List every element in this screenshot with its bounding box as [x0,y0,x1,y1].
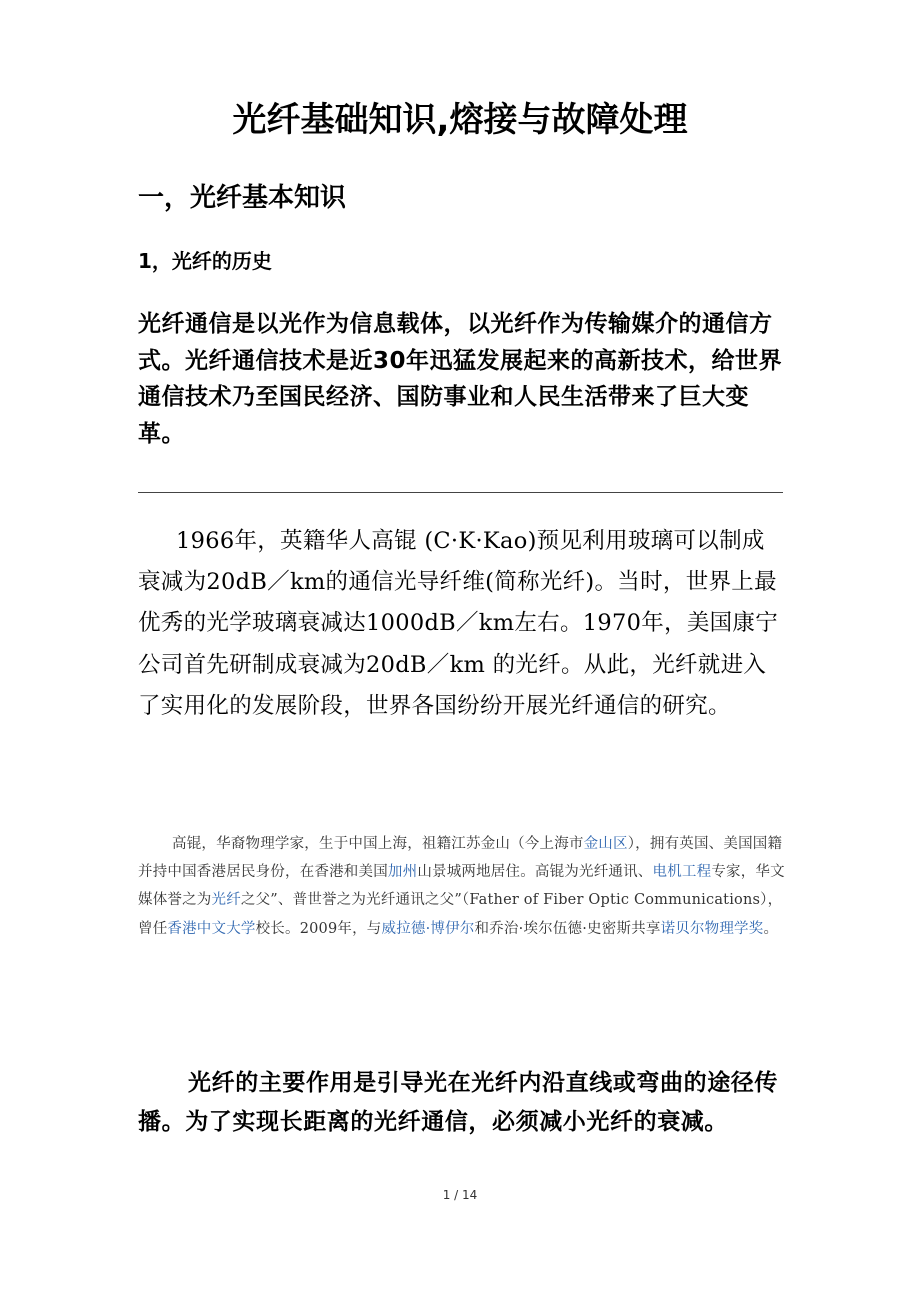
caption-text: 和乔治·埃尔伍德·史密斯共享 [474,920,661,937]
link-nobel-physics[interactable]: 诺贝尔物理学奖 [660,920,764,937]
caption-text: 之父”、普世誉之为光纤通讯之父”（Father of Fiber Optic Communications），曾任 [138,892,783,937]
section-heading: 一，光纤基本知识 [138,183,347,213]
subsection-heading: 1，光纤的历史 [138,249,272,273]
link-willard-boyle[interactable]: 威拉德·博伊尔 [381,920,475,937]
link-electrical-engineering[interactable]: 电机工程 [652,864,712,881]
caption-text: 高锟，华裔物理学家，生于中国上海，祖籍江苏金山（今上海市 [172,836,584,852]
history-paragraph: 1966年，英籍华人高锟 (C·K·Kao)预见利用玻璃可以制成衰减为20dB／km的通信光导纤维(简称光纤)。当时，世界上最优秀的光学玻璃衰减达1000dB／km左右。1970年，美国康宁公司首先研制成衰减为20dB／km 的光纤。从此，光纤就进入了实用化的发展阶段，世界各国纷纷开展光纤通信的研究。 [138,528,779,719]
caption-text: 山景城两地居住。高锟为光纤通讯、 [417,864,653,881]
document-title: 光纤基础知识,熔接与故障处理 [232,100,688,140]
page-number: 1 / 14 [442,1188,478,1202]
caption-text: 专家，华文媒体誉之为 [138,864,785,909]
link-california[interactable]: 加州 [387,864,418,881]
biography-caption [138,830,786,943]
link-jinshan-district[interactable]: 金山区 [583,836,628,852]
role-paragraph: 光纤的主要作用是引导光在光纤内沿直线或弯曲的途径传播。为了实现长距离的光纤通信，必须减小光纤的衰减。 [138,1070,778,1135]
link-optical-fiber[interactable]: 光纤 [211,892,241,909]
intro-paragraph: 光纤通信是以光作为信息载体，以光纤作为传输媒介的通信方式。光纤通信技术是近30年迅猛发展起来的高新技术，给世界通信技术乃至国民经济、国防事业和人民生活带来了巨大变革。 [138,311,783,447]
horizontal-rule [138,492,783,493]
caption-text: 校长。2009年，与 [255,920,382,937]
caption-text: ），拥有英国、美国国籍并持中国香港居民身份，在香港和美国 [138,836,783,881]
link-cuhk[interactable]: 香港中文大学 [167,920,256,937]
caption-text: 。 [763,920,779,937]
